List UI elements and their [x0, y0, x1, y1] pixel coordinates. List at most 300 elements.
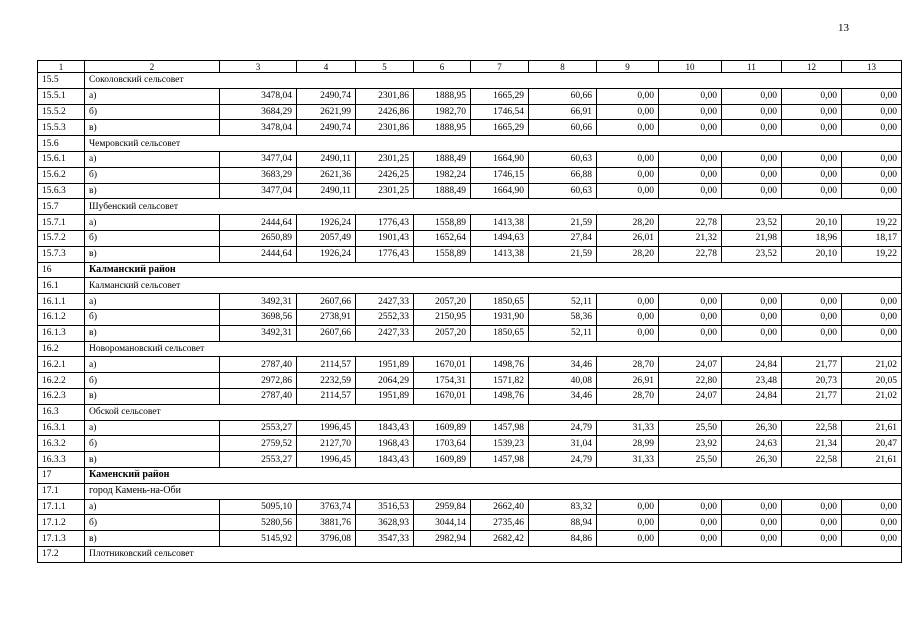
row-code: 16.1	[38, 278, 85, 294]
cell-value: 0,00	[659, 309, 722, 325]
row-code: 16.1.3	[38, 325, 85, 341]
row-variant: а)	[85, 151, 220, 167]
cell-value: 26,30	[722, 420, 782, 436]
cell-value: 23,52	[722, 215, 782, 231]
cell-value: 3547,33	[356, 531, 414, 547]
row-variant: в)	[85, 452, 220, 468]
district-title: Калманский район	[85, 262, 902, 278]
cell-value: 1413,38	[471, 246, 529, 262]
cell-value: 28,99	[597, 436, 659, 452]
cell-value: 2650,89	[220, 230, 297, 246]
cell-value: 1457,98	[471, 452, 529, 468]
cell-value: 0,00	[659, 104, 722, 120]
cell-value: 0,00	[597, 309, 659, 325]
cell-value: 40,08	[529, 373, 597, 389]
row-code: 15.5.1	[38, 88, 85, 104]
cell-value: 1968,43	[356, 436, 414, 452]
cell-value: 2444,64	[220, 215, 297, 231]
cell-value: 3492,31	[220, 294, 297, 310]
column-header: 8	[529, 61, 597, 73]
cell-value: 2426,86	[356, 104, 414, 120]
cell-value: 2738,91	[297, 309, 356, 325]
cell-value: 24,79	[529, 420, 597, 436]
cell-value: 60,66	[529, 120, 597, 136]
cell-value: 84,86	[529, 531, 597, 547]
district-row	[38, 467, 902, 483]
page-number: 13	[838, 22, 849, 34]
cell-value: 0,00	[782, 104, 842, 120]
column-header: 7	[471, 61, 529, 73]
cell-value: 20,47	[842, 436, 902, 452]
cell-value: 24,79	[529, 452, 597, 468]
cell-value: 2064,29	[356, 373, 414, 389]
cell-value: 22,58	[782, 452, 842, 468]
cell-value: 25,50	[659, 452, 722, 468]
district-row	[38, 262, 902, 278]
cell-value: 2621,99	[297, 104, 356, 120]
cell-value: 0,00	[842, 120, 902, 136]
cell-value: 0,00	[842, 88, 902, 104]
cell-value: 28,20	[597, 246, 659, 262]
table-row	[38, 357, 902, 373]
cell-value: 19,22	[842, 215, 902, 231]
row-code: 16.1.1	[38, 294, 85, 310]
cell-value: 1951,89	[356, 357, 414, 373]
table-header-row	[38, 61, 902, 73]
cell-value: 19,22	[842, 246, 902, 262]
cell-value: 1982,70	[414, 104, 471, 120]
cell-value: 21,34	[782, 436, 842, 452]
row-variant: б)	[85, 230, 220, 246]
cell-value: 34,46	[529, 388, 597, 404]
row-code: 17.1	[38, 483, 85, 499]
table-row	[38, 515, 902, 531]
cell-value: 1776,43	[356, 215, 414, 231]
cell-value: 2553,27	[220, 420, 297, 436]
cell-value: 1670,01	[414, 388, 471, 404]
cell-value: 52,11	[529, 294, 597, 310]
cell-value: 3763,74	[297, 499, 356, 515]
cell-value: 0,00	[722, 88, 782, 104]
section-title: Калманский сельсовет	[85, 278, 902, 294]
cell-value: 24,07	[659, 388, 722, 404]
row-variant: в)	[85, 120, 220, 136]
cell-value: 2127,70	[297, 436, 356, 452]
cell-value: 27,84	[529, 230, 597, 246]
cell-value: 0,00	[659, 515, 722, 531]
table-row	[38, 499, 902, 515]
table-row	[38, 309, 902, 325]
cell-value: 1746,54	[471, 104, 529, 120]
cell-value: 20,10	[782, 215, 842, 231]
column-header: 13	[842, 61, 902, 73]
row-code: 15.6.2	[38, 167, 85, 183]
section-title: Соколовский сельсовет	[85, 73, 902, 89]
cell-value: 21,02	[842, 388, 902, 404]
row-code: 17.1.3	[38, 531, 85, 547]
cell-value: 28,70	[597, 388, 659, 404]
cell-value: 2114,57	[297, 388, 356, 404]
cell-value: 3683,29	[220, 167, 297, 183]
table-row	[38, 183, 902, 199]
cell-value: 60,66	[529, 88, 597, 104]
column-header: 2	[85, 61, 220, 73]
cell-value: 18,17	[842, 230, 902, 246]
cell-value: 1665,29	[471, 120, 529, 136]
cell-value: 2301,25	[356, 183, 414, 199]
cell-value: 0,00	[722, 183, 782, 199]
cell-value: 0,00	[722, 531, 782, 547]
cell-value: 2553,27	[220, 452, 297, 468]
row-code: 16.2.3	[38, 388, 85, 404]
cell-value: 2057,20	[414, 325, 471, 341]
cell-value: 1926,24	[297, 215, 356, 231]
section-title: Обской сельсовет	[85, 404, 902, 420]
cell-value: 0,00	[722, 120, 782, 136]
cell-value: 3477,04	[220, 151, 297, 167]
table-row	[38, 420, 902, 436]
row-code: 15.7.2	[38, 230, 85, 246]
cell-value: 2426,25	[356, 167, 414, 183]
cell-value: 21,59	[529, 215, 597, 231]
row-variant: б)	[85, 515, 220, 531]
cell-value: 0,00	[597, 499, 659, 515]
cell-value: 26,30	[722, 452, 782, 468]
cell-value: 3492,31	[220, 325, 297, 341]
cell-value: 28,20	[597, 215, 659, 231]
cell-value: 23,92	[659, 436, 722, 452]
cell-value: 24,84	[722, 388, 782, 404]
row-code: 15.5	[38, 73, 85, 89]
row-code: 16.3.1	[38, 420, 85, 436]
cell-value: 0,00	[782, 88, 842, 104]
cell-value: 2057,49	[297, 230, 356, 246]
cell-value: 3478,04	[220, 120, 297, 136]
cell-value: 1926,24	[297, 246, 356, 262]
cell-value: 2662,40	[471, 499, 529, 515]
cell-value: 3684,29	[220, 104, 297, 120]
cell-value: 60,63	[529, 183, 597, 199]
cell-value: 1776,43	[356, 246, 414, 262]
cell-value: 0,00	[722, 309, 782, 325]
table-row	[38, 104, 902, 120]
cell-value: 1982,24	[414, 167, 471, 183]
cell-value: 2682,42	[471, 531, 529, 547]
cell-value: 2057,20	[414, 294, 471, 310]
cell-value: 0,00	[659, 120, 722, 136]
table-row	[38, 120, 902, 136]
cell-value: 66,91	[529, 104, 597, 120]
row-code: 16.3	[38, 404, 85, 420]
row-variant: а)	[85, 357, 220, 373]
cell-value: 60,63	[529, 151, 597, 167]
cell-value: 1665,29	[471, 88, 529, 104]
cell-value: 0,00	[597, 151, 659, 167]
cell-value: 20,05	[842, 373, 902, 389]
cell-value: 1703,64	[414, 436, 471, 452]
row-variant: в)	[85, 246, 220, 262]
row-variant: б)	[85, 104, 220, 120]
cell-value: 0,00	[842, 309, 902, 325]
cell-value: 58,36	[529, 309, 597, 325]
table-body	[38, 73, 902, 563]
cell-value: 83,32	[529, 499, 597, 515]
cell-value: 21,32	[659, 230, 722, 246]
cell-value: 2982,94	[414, 531, 471, 547]
cell-value: 1652,64	[414, 230, 471, 246]
cell-value: 2427,33	[356, 325, 414, 341]
cell-value: 1888,49	[414, 183, 471, 199]
cell-value: 3628,93	[356, 515, 414, 531]
cell-value: 2490,74	[297, 120, 356, 136]
cell-value: 0,00	[842, 515, 902, 531]
row-variant: а)	[85, 294, 220, 310]
cell-value: 1498,76	[471, 388, 529, 404]
cell-value: 0,00	[722, 294, 782, 310]
cell-value: 22,78	[659, 215, 722, 231]
cell-value: 34,46	[529, 357, 597, 373]
cell-value: 26,01	[597, 230, 659, 246]
cell-value: 23,52	[722, 246, 782, 262]
table-row	[38, 452, 902, 468]
cell-value: 1888,95	[414, 120, 471, 136]
cell-value: 0,00	[782, 183, 842, 199]
cell-value: 1664,90	[471, 151, 529, 167]
cell-value: 1996,45	[297, 420, 356, 436]
row-variant: б)	[85, 373, 220, 389]
row-variant: б)	[85, 436, 220, 452]
row-code: 16.2.2	[38, 373, 85, 389]
cell-value: 0,00	[597, 325, 659, 341]
cell-value: 1664,90	[471, 183, 529, 199]
table-row	[38, 531, 902, 547]
district-title: Каменский район	[85, 467, 902, 483]
cell-value: 5280,56	[220, 515, 297, 531]
section-row	[38, 199, 902, 215]
cell-value: 66,88	[529, 167, 597, 183]
cell-value: 0,00	[782, 151, 842, 167]
cell-value: 3478,04	[220, 88, 297, 104]
section-title: Плотниковский сельсовет	[85, 546, 902, 562]
cell-value: 0,00	[842, 294, 902, 310]
section-row	[38, 546, 902, 562]
cell-value: 25,50	[659, 420, 722, 436]
cell-value: 2607,66	[297, 325, 356, 341]
cell-value: 26,91	[597, 373, 659, 389]
cell-value: 0,00	[782, 325, 842, 341]
cell-value: 2150,95	[414, 309, 471, 325]
cell-value: 0,00	[597, 294, 659, 310]
cell-value: 20,73	[782, 373, 842, 389]
cell-value: 31,33	[597, 452, 659, 468]
cell-value: 0,00	[782, 531, 842, 547]
column-header: 9	[597, 61, 659, 73]
column-header: 1	[38, 61, 85, 73]
row-variant: а)	[85, 88, 220, 104]
cell-value: 3044,14	[414, 515, 471, 531]
cell-value: 0,00	[659, 88, 722, 104]
cell-value: 24,84	[722, 357, 782, 373]
cell-value: 0,00	[782, 499, 842, 515]
cell-value: 1931,90	[471, 309, 529, 325]
row-code: 15.6.1	[38, 151, 85, 167]
cell-value: 2972,86	[220, 373, 297, 389]
section-row	[38, 278, 902, 294]
cell-value: 0,00	[842, 183, 902, 199]
cell-value: 2787,40	[220, 357, 297, 373]
row-variant: а)	[85, 420, 220, 436]
cell-value: 1996,45	[297, 452, 356, 468]
cell-value: 21,61	[842, 452, 902, 468]
cell-value: 21,61	[842, 420, 902, 436]
cell-value: 22,58	[782, 420, 842, 436]
cell-value: 1746,15	[471, 167, 529, 183]
cell-value: 1609,89	[414, 420, 471, 436]
cell-value: 0,00	[659, 325, 722, 341]
cell-value: 0,00	[597, 120, 659, 136]
cell-value: 0,00	[722, 104, 782, 120]
cell-value: 0,00	[597, 515, 659, 531]
cell-value: 3477,04	[220, 183, 297, 199]
cell-value: 0,00	[782, 294, 842, 310]
cell-value: 2301,86	[356, 88, 414, 104]
section-row	[38, 483, 902, 499]
row-variant: а)	[85, 499, 220, 515]
row-code: 15.6.3	[38, 183, 85, 199]
cell-value: 2735,46	[471, 515, 529, 531]
table-row	[38, 388, 902, 404]
cell-value: 0,00	[722, 515, 782, 531]
section-row	[38, 136, 902, 152]
table-row	[38, 151, 902, 167]
table-row	[38, 294, 902, 310]
row-variant: б)	[85, 309, 220, 325]
cell-value: 21,02	[842, 357, 902, 373]
row-code: 17.2	[38, 546, 85, 562]
cell-value: 1754,31	[414, 373, 471, 389]
cell-value: 0,00	[842, 325, 902, 341]
row-code: 17.1.1	[38, 499, 85, 515]
table-row	[38, 88, 902, 104]
row-code: 15.7.1	[38, 215, 85, 231]
cell-value: 3796,08	[297, 531, 356, 547]
cell-value: 1951,89	[356, 388, 414, 404]
cell-value: 22,80	[659, 373, 722, 389]
cell-value: 1571,82	[471, 373, 529, 389]
cell-value: 1457,98	[471, 420, 529, 436]
row-code: 16	[38, 262, 85, 278]
column-header: 3	[220, 61, 297, 73]
row-code: 16.2	[38, 341, 85, 357]
row-code: 15.7.3	[38, 246, 85, 262]
section-title: Новоромановский сельсовет	[85, 341, 902, 357]
row-code: 15.5.3	[38, 120, 85, 136]
section-row	[38, 404, 902, 420]
cell-value: 0,00	[659, 531, 722, 547]
section-row	[38, 341, 902, 357]
cell-value: 23,48	[722, 373, 782, 389]
cell-value: 2301,25	[356, 151, 414, 167]
cell-value: 0,00	[782, 167, 842, 183]
column-header: 5	[356, 61, 414, 73]
cell-value: 1494,63	[471, 230, 529, 246]
cell-value: 0,00	[597, 104, 659, 120]
cell-value: 88,94	[529, 515, 597, 531]
cell-value: 0,00	[722, 167, 782, 183]
row-variant: б)	[85, 167, 220, 183]
row-code: 15.7	[38, 199, 85, 215]
row-variant: в)	[85, 388, 220, 404]
cell-value: 0,00	[659, 167, 722, 183]
cell-value: 1843,43	[356, 452, 414, 468]
row-code: 15.6	[38, 136, 85, 152]
cell-value: 1901,43	[356, 230, 414, 246]
cell-value: 24,63	[722, 436, 782, 452]
cell-value: 0,00	[597, 88, 659, 104]
cell-value: 2427,33	[356, 294, 414, 310]
cell-value: 18,96	[782, 230, 842, 246]
cell-value: 1609,89	[414, 452, 471, 468]
section-row	[38, 73, 902, 89]
cell-value: 21,98	[722, 230, 782, 246]
row-variant: в)	[85, 531, 220, 547]
table-row	[38, 230, 902, 246]
cell-value: 1850,65	[471, 325, 529, 341]
cell-value: 5145,92	[220, 531, 297, 547]
cell-value: 2114,57	[297, 357, 356, 373]
cell-value: 3881,76	[297, 515, 356, 531]
tariff-table	[37, 60, 902, 563]
row-code: 16.1.2	[38, 309, 85, 325]
row-code: 16.3.2	[38, 436, 85, 452]
cell-value: 0,00	[597, 531, 659, 547]
cell-value: 1558,89	[414, 215, 471, 231]
cell-value: 1558,89	[414, 246, 471, 262]
cell-value: 0,00	[842, 151, 902, 167]
row-variant: в)	[85, 325, 220, 341]
cell-value: 2232,59	[297, 373, 356, 389]
cell-value: 0,00	[597, 183, 659, 199]
cell-value: 3698,56	[220, 309, 297, 325]
cell-value: 21,77	[782, 357, 842, 373]
cell-value: 28,70	[597, 357, 659, 373]
row-code: 16.3.3	[38, 452, 85, 468]
cell-value: 0,00	[782, 309, 842, 325]
cell-value: 2490,74	[297, 88, 356, 104]
cell-value: 1670,01	[414, 357, 471, 373]
row-code: 17.1.2	[38, 515, 85, 531]
cell-value: 3516,53	[356, 499, 414, 515]
cell-value: 0,00	[659, 294, 722, 310]
cell-value: 2607,66	[297, 294, 356, 310]
cell-value: 2959,84	[414, 499, 471, 515]
column-header: 11	[722, 61, 782, 73]
cell-value: 22,78	[659, 246, 722, 262]
column-header: 12	[782, 61, 842, 73]
cell-value: 0,00	[659, 499, 722, 515]
cell-value: 1850,65	[471, 294, 529, 310]
cell-value: 1413,38	[471, 215, 529, 231]
table-row	[38, 436, 902, 452]
cell-value: 0,00	[842, 499, 902, 515]
table-row	[38, 246, 902, 262]
row-code: 15.5.2	[38, 104, 85, 120]
section-title: Чемровский сельсовет	[85, 136, 902, 152]
cell-value: 1498,76	[471, 357, 529, 373]
cell-value: 0,00	[659, 151, 722, 167]
cell-value: 21,59	[529, 246, 597, 262]
cell-value: 0,00	[659, 183, 722, 199]
